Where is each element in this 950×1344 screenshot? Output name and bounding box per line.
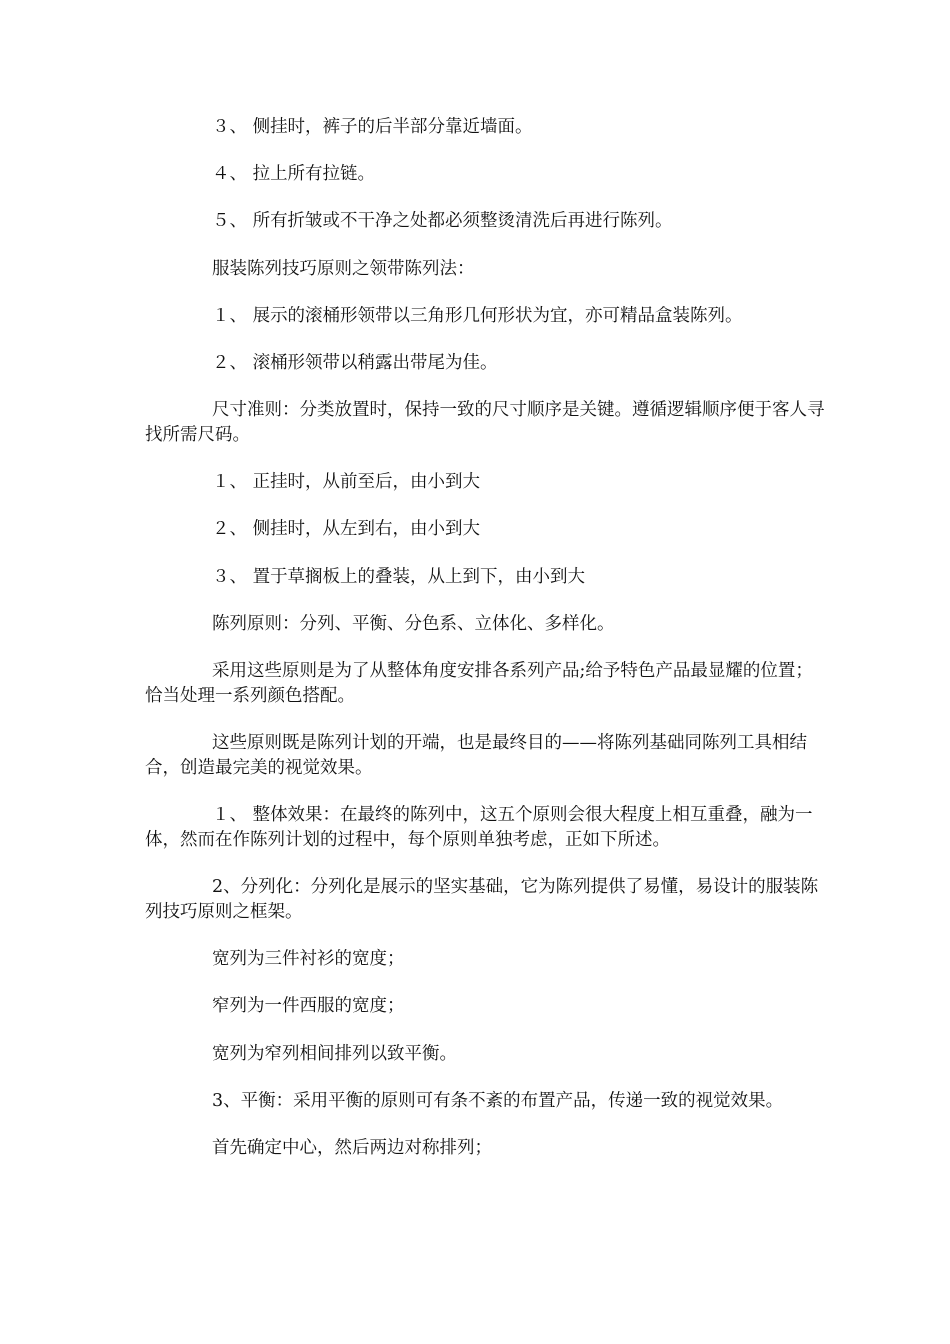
paragraph-alternating-columns: 宽列为窄列相间排列以致平衡。	[212, 1044, 457, 1064]
list-item-front-hang: １、 正挂时，从前至后，由小到大	[212, 472, 481, 492]
list-item-tie-tail: ２、 滚桶形领带以稍露出带尾为佳。	[212, 353, 498, 373]
list-item-tie-shape: １、 展示的滚桶形领带以三角形几何形状为宜，亦可精品盒装陈列。	[212, 306, 743, 326]
paragraph-size-rule: 尺寸准则：分类放置时，保持一致的尺寸顺序是关键。遵循逻辑顺序便于客人寻找所需尺码。	[145, 400, 825, 445]
list-item-side-hang-pants: ３、 侧挂时，裤子的后半部分靠近墙面。	[212, 117, 533, 137]
list-item-side-hang: ２、 侧挂时，从左到右，由小到大	[212, 519, 481, 539]
paragraph-wide-column: 宽列为三件衬衫的宽度；	[212, 949, 405, 969]
paragraph-center-symmetry: 首先确定中心，然后两边对称排列；	[212, 1138, 492, 1158]
paragraph-narrow-column: 窄列为一件西服的宽度；	[212, 996, 405, 1016]
paragraph-principle-purpose: 采用这些原则是为了从整体角度安排各系列产品;给予特色产品最显耀的位置；恰当处理一系列颜色搭配。	[145, 661, 813, 706]
list-item-zippers: ４、 拉上所有拉链。	[212, 164, 376, 184]
paragraph-principle-goal: 这些原则既是陈列计划的开端，也是最终目的——将陈列基础同陈列工具相结合，创造最完美的视觉效果。	[145, 733, 807, 778]
list-item-iron-clean: ５、 所有折皱或不干净之处都必须整烫清洗后再进行陈列。	[212, 211, 673, 231]
list-item-column-division: 2、分列化：分列化是展示的坚实基础，它为陈列提供了易懂，易设计的服装陈列技巧原则之框架。	[145, 877, 819, 922]
list-item-overall-effect: １、 整体效果：在最终的陈列中，这五个原则会很大程度上相互重叠，融为一体，然而在作陈列计划的过程中，每个原则单独考虑，正如下所述。	[145, 805, 813, 850]
section-heading-tie-display: 服装陈列技巧原则之领带陈列法：	[212, 259, 475, 279]
list-item-balance: 3、平衡：采用平衡的原则可有条不紊的布置产品，传递一致的视觉效果。	[212, 1091, 784, 1111]
list-item-shelf-fold: ３、 置于草搁板上的叠装，从上到下，由小到大	[212, 567, 586, 587]
paragraph-display-principles: 陈列原则：分列、平衡、分色系、立体化、多样化。	[212, 614, 615, 634]
